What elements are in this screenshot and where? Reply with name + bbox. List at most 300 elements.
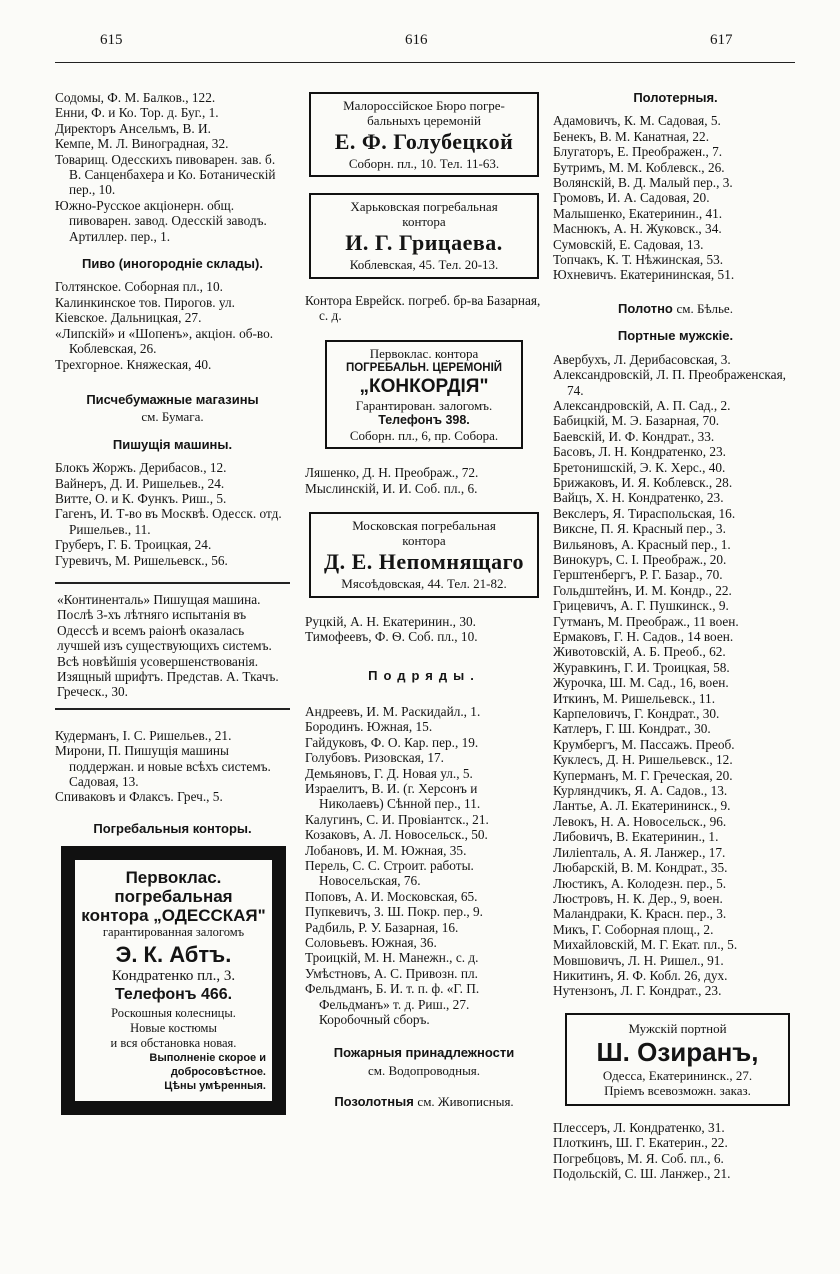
entry-name: Виксне, П. Я.: [553, 521, 630, 537]
directory-entry: [305, 465, 543, 480]
directory-entry: [305, 904, 543, 919]
directory-entry: [553, 429, 798, 444]
directory-entry: [553, 783, 798, 798]
entry-address: Южная, 15.: [366, 719, 433, 735]
entry-name: Либовичъ, В.: [553, 829, 629, 845]
entry-address: Колодезн. пер., 5.: [627, 875, 727, 891]
entry-address: Кондрат., 35.: [655, 860, 728, 876]
directory-entry: [55, 279, 290, 294]
entry-address: Пушкинск., 9.: [649, 598, 729, 614]
entry-name: Южно-Русское акціонерн. общ.: [55, 197, 235, 213]
entry-address: Ришельев., 24.: [142, 475, 225, 491]
directory-entry: [553, 398, 798, 413]
entry-name: Троицкій, М. Н.: [305, 950, 396, 966]
entry-name: Голубовъ.: [305, 750, 361, 766]
entry-name: Радбиль, Р. У.: [305, 919, 382, 935]
directory-entry: [553, 953, 798, 968]
entry-name: Волянскій, В. Д.: [553, 175, 646, 191]
directory-entry: [55, 743, 290, 789]
ad-name: И. Г. Грицаева.: [345, 230, 503, 256]
directory-entry: [305, 481, 543, 496]
entry-address: Риш., 27. Коробочный сборъ.: [319, 996, 470, 1027]
directory-entry: [553, 1135, 798, 1150]
directory-entry: [553, 237, 798, 252]
ad-line: добросовѣстное.: [170, 1066, 266, 1079]
entry-address: Привозн. пл.: [405, 965, 478, 981]
golubetskaya-ad: [309, 92, 539, 177]
ad-line: и вся обстановка новая.: [110, 1036, 237, 1051]
entry-address: Кондратенко, 23.: [628, 490, 724, 506]
entry-name: Козаковъ, А. Л.: [305, 827, 392, 843]
entry-address: Пишущія машины поддержан. и новые всѣхъ системъ. Садовая, 13.: [69, 743, 271, 790]
entry-address: Жуковск., 34.: [646, 221, 722, 237]
entry-name: Юхневичъ.: [553, 267, 617, 283]
entry-name: Товарищ. Одесскихъ пивоварен.: [55, 151, 238, 167]
directory-entry: [553, 583, 798, 598]
entry-address: Екатеринин., 1.: [631, 829, 719, 845]
directory-entry: [553, 845, 798, 860]
entry-address: Кондрат., 23.: [649, 983, 722, 999]
entry-address: Преображ., 72.: [394, 465, 479, 481]
entry-address: Троицкая, 24.: [134, 537, 212, 553]
entry-address: Кондрат., 30.: [647, 706, 720, 722]
entry-address: Дер., 9, воен.: [648, 890, 723, 906]
directory-entry: [305, 812, 543, 827]
entry-name: Трехгорное.: [55, 356, 124, 372]
entry-address: Пассажъ. Преоб.: [639, 736, 735, 752]
entry-name: Гагенъ, И. Т-во въ Москвѣ.: [55, 506, 209, 522]
directory-entry: [55, 476, 290, 491]
entry-address: Пирогов. ул.: [164, 294, 235, 310]
entry-address: Виноградная, 32.: [131, 136, 229, 152]
ad-address: Мясоѣдовская, 44. Тел. 21-82.: [341, 576, 507, 592]
entry-name: Калинкинское тов.: [55, 294, 161, 310]
linen-heading-text: Полотно: [618, 300, 673, 316]
entry-name: Гуревичъ, М.: [55, 552, 131, 568]
ad-address: Одесса, Екатерининск., 27.: [602, 1067, 753, 1083]
directory-entry: [305, 889, 543, 904]
directory-entry: [553, 906, 798, 921]
entry-name: Александровскій, А. П.: [553, 397, 686, 413]
entry-address: Дальницкая, 27.: [110, 310, 202, 326]
directory-entry: [553, 706, 798, 721]
ad-name: Е. Ф. Голубецкой: [334, 129, 514, 154]
directory-entry: [553, 144, 798, 159]
section-heading-beer: Пиво (иногородніе склады).: [82, 256, 263, 272]
directory-entry: [553, 1120, 798, 1135]
entry-address: Базарная, 70.: [645, 413, 720, 429]
directory-entry: [553, 1151, 798, 1166]
entry-name: Калугинъ, С. И.: [305, 811, 395, 827]
directory-entry: [553, 175, 798, 190]
directory-entry: [553, 737, 798, 752]
entry-address: Садовая, 13.: [633, 236, 704, 252]
directory-entry: [305, 735, 543, 750]
directory-entry: [553, 475, 798, 490]
directory-entry: [553, 937, 798, 952]
directory-entry: [553, 113, 798, 128]
entry-name: Блугаторъ, Е.: [553, 144, 629, 160]
concordia-ad: [325, 340, 523, 450]
entry-name: Михайловскій, М. Г.: [553, 937, 669, 953]
directory-entry: [553, 460, 798, 475]
entry-name: Карпеловичъ, Г.: [553, 706, 644, 722]
entry-name: Мовшовичъ, Л. Н.: [553, 952, 657, 968]
entry-address: Одесск. отд. Ришельев., 11.: [69, 506, 282, 537]
ad-address: Кондратенко пл., 3.: [111, 967, 236, 984]
entry-name: Журавкинъ, Г. И.: [553, 659, 650, 675]
entry-name: Бородинъ.: [305, 719, 364, 735]
ad-line: Выполненіе скорое и: [149, 1052, 266, 1065]
directory-entry: [553, 537, 798, 552]
entry-name: Маснюкъ, А. Н.: [553, 221, 643, 237]
directory-entry: [55, 789, 290, 804]
directory-entry: [553, 190, 798, 205]
see-reference: см. Бумага.: [141, 409, 204, 425]
entry-address: Преображ., 11 воен.: [625, 613, 739, 629]
entry-address: Кондратенко, 23.: [630, 444, 726, 460]
entry-address: Садовая, 5.: [657, 113, 721, 129]
entry-address: Раскидайл., 1.: [401, 703, 481, 719]
directory-entry: [305, 966, 543, 981]
entry-name: Гайдуковъ, Ф. О.: [305, 734, 401, 750]
entry-address: Ланжер., 17.: [655, 844, 726, 860]
entry-name: Баевскій, И. Ф.: [553, 428, 639, 444]
entry-address: Преображенская, 74.: [567, 367, 787, 398]
ad-address: Соборн. пл., 10. Тел. 11-63.: [348, 156, 500, 171]
entry-name: Люстикъ, А.: [553, 875, 624, 891]
directory-entry: [553, 629, 798, 644]
entry-address: Ришельевск., 11.: [621, 690, 716, 706]
entry-address: Новая ул., 5.: [402, 765, 473, 781]
entry-name: Брижаковъ, И. Я.: [553, 474, 650, 490]
entry-name: Соловьевъ.: [305, 934, 369, 950]
entry-name: Голтянское.: [55, 279, 122, 295]
directory-entry: [553, 829, 798, 844]
entry-name: Умѣстновъ, А. С.: [305, 965, 403, 981]
entry-address: Соборная пл., 10.: [124, 279, 223, 295]
directory-entry: [553, 521, 798, 536]
entry-address: Функъ. Риш., 5.: [137, 490, 227, 506]
entry-name: Никитинъ, Я. Ф.: [553, 967, 647, 983]
directory-entry: [553, 1166, 798, 1181]
page-number-right: 617: [710, 32, 733, 48]
column-center: [305, 90, 543, 1118]
directory-entry: [553, 968, 798, 983]
column-right: [553, 90, 798, 1181]
entry-name: Лантье, А. Л.: [553, 798, 629, 814]
entry-address: Соб. пл., 6.: [414, 480, 478, 496]
entry-name: Александровскій, Л. П.: [553, 367, 686, 383]
entry-name: Винокуръ, С. І.: [553, 551, 640, 567]
entry-address: Садов., 13.: [666, 783, 728, 799]
ad-phone: Телефонъ 398.: [378, 413, 470, 428]
directory-entry: [55, 491, 290, 506]
entry-address: Коблевск., 28.: [653, 474, 733, 490]
entry-name: Израелитъ, В. И. (г. Херсонъ и Николаевъ): [305, 780, 478, 812]
directory-entry: [55, 357, 290, 372]
entry-name: Журочка, Ш. М.: [553, 675, 645, 691]
entry-address: об-во. Коблевская, 26.: [69, 325, 274, 357]
directory-entry: [55, 537, 290, 552]
entry-address: Сѣнной пер., 11.: [387, 796, 481, 812]
gritsaev-ad: [309, 193, 539, 278]
entry-name: Авербухъ, Л.: [553, 351, 627, 367]
entry-address: Нѣжинская, 53.: [635, 252, 724, 268]
entry-name: Директоръ Ансельмъ, В. И.: [55, 120, 211, 136]
entry-name: Катлеръ, Г. Ш.: [553, 721, 636, 737]
entry-name: Лилienталь, А. Я.: [553, 844, 652, 860]
directory-entry: [55, 105, 290, 120]
ad-line: Малороссійское Бюро погре-: [343, 98, 505, 113]
directory-entry: [553, 752, 798, 767]
entry-name: Нутензонъ, Л. Г.: [553, 983, 646, 999]
entry-name: Герштенбергъ, Р. Г.: [553, 567, 662, 583]
entry-name: Топчакъ, К. Т.: [553, 252, 633, 268]
directory-entry: [305, 629, 543, 644]
directory-entry: [553, 814, 798, 829]
top-rule: [55, 62, 795, 63]
entry-address: Тор. д. Буг., 1.: [140, 105, 219, 121]
entry-address: Канатная, 22.: [633, 128, 710, 144]
ad-line: Гарантирован. залогомъ.: [355, 398, 493, 414]
entry-address: Херс., 40.: [670, 459, 726, 475]
entry-address: Преображен., 7.: [632, 144, 723, 160]
page-number-center: 616: [405, 32, 428, 48]
entry-name: Сумовскій, Е.: [553, 236, 631, 252]
entry-name: Демьяновъ, Г. Д.: [305, 765, 400, 781]
directory-entry: [553, 444, 798, 459]
entry-name: Куклесъ, Д. Н.: [553, 752, 635, 768]
entry-name: Вайцъ, Х. Н.: [553, 490, 625, 506]
entry-address: Манежн., с. д.: [398, 950, 479, 966]
entry-address: Екатерининск., 9.: [631, 798, 731, 814]
directory-entry: [553, 983, 798, 998]
entry-address: Екатерининская, 51.: [619, 267, 735, 283]
entry-name: Вайнеръ, Д. И.: [55, 475, 139, 491]
section-heading-stationery: Писчебумажные магазины: [86, 391, 259, 407]
directory-entry: [553, 490, 798, 505]
directory-entry: [553, 614, 798, 629]
entry-name: Бенекъ, В. М.: [553, 128, 631, 144]
entry-name: Куперманъ, М. Г.: [553, 767, 650, 783]
see-reference: см. Водопроводныя.: [367, 1062, 481, 1078]
directory-entry: [305, 827, 543, 842]
ad-line: Роскошныя колесницы.: [111, 1006, 236, 1021]
entry-address: Кондрат., 30.: [638, 721, 711, 737]
entry-name: Подольскій, С. Ш.: [553, 1165, 657, 1181]
ad-line: Московская погребальная: [352, 518, 496, 534]
directory-entry: [305, 719, 543, 734]
entry-name: Поповъ, А. И.: [305, 888, 384, 904]
entry-name: Громовъ, И. А.: [553, 190, 637, 206]
directory-entry: [553, 860, 798, 875]
entry-name: Животовскій, А. Б.: [553, 644, 661, 660]
entry-address: Ризовская, 17.: [364, 750, 444, 766]
entry-name: Мирони, П.: [55, 743, 122, 759]
ad-line: Харьковская погребальная: [350, 199, 498, 215]
entry-name: Енни, Ф. и Ко.: [55, 105, 137, 121]
divider: [55, 582, 290, 584]
directory-entry: [553, 768, 798, 783]
directory-entry: [553, 922, 798, 937]
entry-address: Базарная, 16.: [384, 919, 459, 935]
section-heading-gilding: [305, 1094, 543, 1109]
directory-entry: [553, 721, 798, 736]
entry-address: Ришельевск., 56.: [133, 552, 228, 568]
section-heading-tailors: Портные мужскіе.: [617, 328, 734, 344]
ad-phone: Телефонъ 466.: [114, 986, 233, 1004]
ad-line: Первоклас. погребальная: [114, 868, 233, 907]
section-heading-funeral: Погребальныя конторы.: [93, 820, 252, 836]
entry-name: Гольдштейнъ, И. М.: [553, 582, 667, 598]
directory-entry: [553, 660, 798, 675]
ad-line: контора „ОДЕССКАЯ": [81, 906, 266, 926]
divider: [55, 708, 290, 710]
entry-address: Дерибасовская, 3.: [629, 351, 731, 367]
entry-address: Коблевск., 26.: [645, 159, 725, 175]
entry-address: Екатеринин., 41.: [628, 205, 723, 221]
directory-entry: [55, 310, 290, 325]
entry-name: Погребцовъ, М. Я.: [553, 1150, 658, 1166]
see-reference: см. Бѣлье.: [676, 300, 733, 316]
entry-address: Соб. пл., 10.: [408, 629, 478, 645]
directory-entry: [553, 675, 798, 690]
entry-address: Покр. пер., 9.: [407, 904, 484, 920]
directory-entry: [55, 90, 290, 105]
directory-entry: [553, 221, 798, 236]
entry-name: Маландраки, К.: [553, 906, 643, 922]
ad-line: Цѣны умѣренныя.: [164, 1080, 266, 1093]
directory-entry: [305, 935, 543, 950]
entry-address: Преоб., 62.: [663, 644, 726, 660]
ad-line: контора: [402, 214, 446, 230]
ad-name: Д. Е. Непомнящаго: [323, 549, 525, 575]
entry-address: Балков., 122.: [142, 90, 216, 105]
entry-address: Сад., 16, воен.: [647, 675, 729, 691]
directory-entry: [55, 728, 290, 743]
directory-entry: [305, 950, 543, 965]
entry-address: Греч., 5.: [177, 789, 223, 805]
entry-address: Преображ., 20.: [642, 551, 727, 567]
entry-name: Бабицкій, М. Э.: [553, 413, 643, 429]
entry-name: Басовъ, Л. Н.: [553, 444, 628, 460]
directory-entry: [305, 704, 543, 719]
directory-entry: [553, 691, 798, 706]
entry-address: пивоварен. завод. Одесскій заводъ. Артиллер. пер., 1.: [69, 213, 267, 244]
entry-name: Ляшенко, Д. Н.: [305, 465, 392, 481]
directory-entry: [553, 598, 798, 613]
section-heading-polishers: Полотерныя.: [633, 90, 718, 105]
ad-line: Новые костюмы: [130, 1021, 217, 1036]
entry-address: Екатеринин., 30.: [382, 613, 476, 629]
directory-entry: [55, 121, 290, 136]
entry-name: Грицевичъ, А. Г.: [553, 598, 646, 614]
ad-line: контора: [402, 533, 446, 549]
entry-address: Кондратенко, 31.: [629, 1119, 725, 1135]
gilding-heading-text: Позолотныя: [334, 1094, 414, 1110]
entry-name: Андреевъ, И. М.: [305, 703, 398, 719]
entry-address: Красн. пер., 3.: [645, 906, 727, 922]
entry-name: Лобановъ, И. М.: [305, 842, 398, 858]
directory-entry: [55, 506, 290, 537]
directory-entry: [305, 750, 543, 765]
directory-entry: [305, 614, 543, 629]
ad-line: Первоклас. контора: [369, 345, 479, 361]
directory-entry: [55, 136, 290, 151]
directory-entry: [553, 206, 798, 221]
entry-name: Микъ, Г.: [553, 921, 602, 937]
see-reference: см. Живописныя.: [417, 1094, 514, 1110]
entry-address: Южная, 35.: [400, 842, 467, 858]
directory-entry: [305, 920, 543, 935]
ad-line: Пріемъ всевозможн. заказ.: [604, 1082, 751, 1098]
entry-name: Плессеръ, Л.: [553, 1119, 626, 1135]
section-heading-typewriters: Пишущія машины.: [112, 436, 233, 452]
entry-name: Ермаковъ, Г. Н.: [553, 629, 640, 644]
directory-entry: [305, 781, 543, 812]
entry-name: Кудерманъ, І. С.: [55, 727, 146, 743]
ozir-tailor-ad: [565, 1013, 790, 1106]
entry-address: Кар. пер., 19.: [404, 734, 479, 750]
entry-name: Бутримъ, М. М.: [553, 159, 643, 175]
ad-address: Соборн. пл., 6, пр. Собора.: [349, 428, 499, 444]
entry-address: Южная, 36.: [371, 934, 437, 950]
entry-name: Тимофеевъ, Ф. Ѳ.: [305, 629, 405, 645]
entry-name: Мыслинскій, И. И.: [305, 480, 412, 496]
directory-entry: [553, 352, 798, 367]
entry-name: Курляндчикъ, Я. А.: [553, 783, 663, 799]
entry-address: Греческая, 20.: [653, 767, 733, 783]
entry-name: Плоткинъ, Ш. Г.: [553, 1135, 646, 1151]
ad-name: Э. К. Абтъ.: [115, 941, 232, 967]
directory-entry: [55, 553, 290, 568]
entry-name: Блокъ Жоржъ.: [55, 460, 137, 476]
entry-address: Сад., 2.: [688, 397, 731, 413]
directory-entry: [553, 798, 798, 813]
entry-address: Княжеская, 40.: [126, 356, 212, 372]
directory-entry: [55, 152, 290, 198]
entry-address: Новосельск., 96.: [633, 813, 727, 829]
directory-entry: [553, 129, 798, 144]
ad-address: Коблевская, 45. Тел. 20-13.: [349, 257, 499, 273]
entry-name: Малышенко,: [553, 205, 626, 221]
entry-address: Садов., 14 воен.: [642, 629, 734, 644]
entry-address: Троицкая, 58.: [653, 659, 730, 675]
entry-address: Московская, 65.: [387, 888, 478, 904]
entry-address: Ришельев., 21.: [149, 727, 232, 743]
entry-name: Векслеръ, Я.: [553, 505, 625, 521]
section-heading-linen: [553, 301, 798, 316]
entry-name: Вильяновъ, А.: [553, 536, 634, 552]
entry-name: Иткинъ, М.: [553, 690, 618, 706]
odessa-funeral-ad: [61, 846, 286, 1115]
entry-address: Красный пер., 1.: [637, 536, 731, 552]
entry-name: Любарскій, В. М.: [553, 860, 652, 876]
entry-address: Дерибасов., 12.: [139, 460, 227, 476]
entry-address: Строит. работы. Новосельская, 76.: [319, 857, 474, 889]
entry-address: Соб. пл., 6.: [661, 1150, 724, 1166]
directory-entry: [553, 506, 798, 521]
entry-name: Спиваковъ и Флаксъ.: [55, 789, 174, 805]
ad-line: Мужскій портной: [628, 1020, 727, 1036]
entry-name: Витте, О. и К.: [55, 490, 135, 506]
ad-line: гарантированная залогомъ: [102, 925, 245, 940]
entry-address: Провіантск., 21.: [397, 811, 489, 827]
entry-address: Красный пер., 3.: [632, 521, 726, 537]
entry-name: Пупкевичъ, З. Ш.: [305, 904, 405, 920]
directory-entry: [553, 367, 798, 398]
